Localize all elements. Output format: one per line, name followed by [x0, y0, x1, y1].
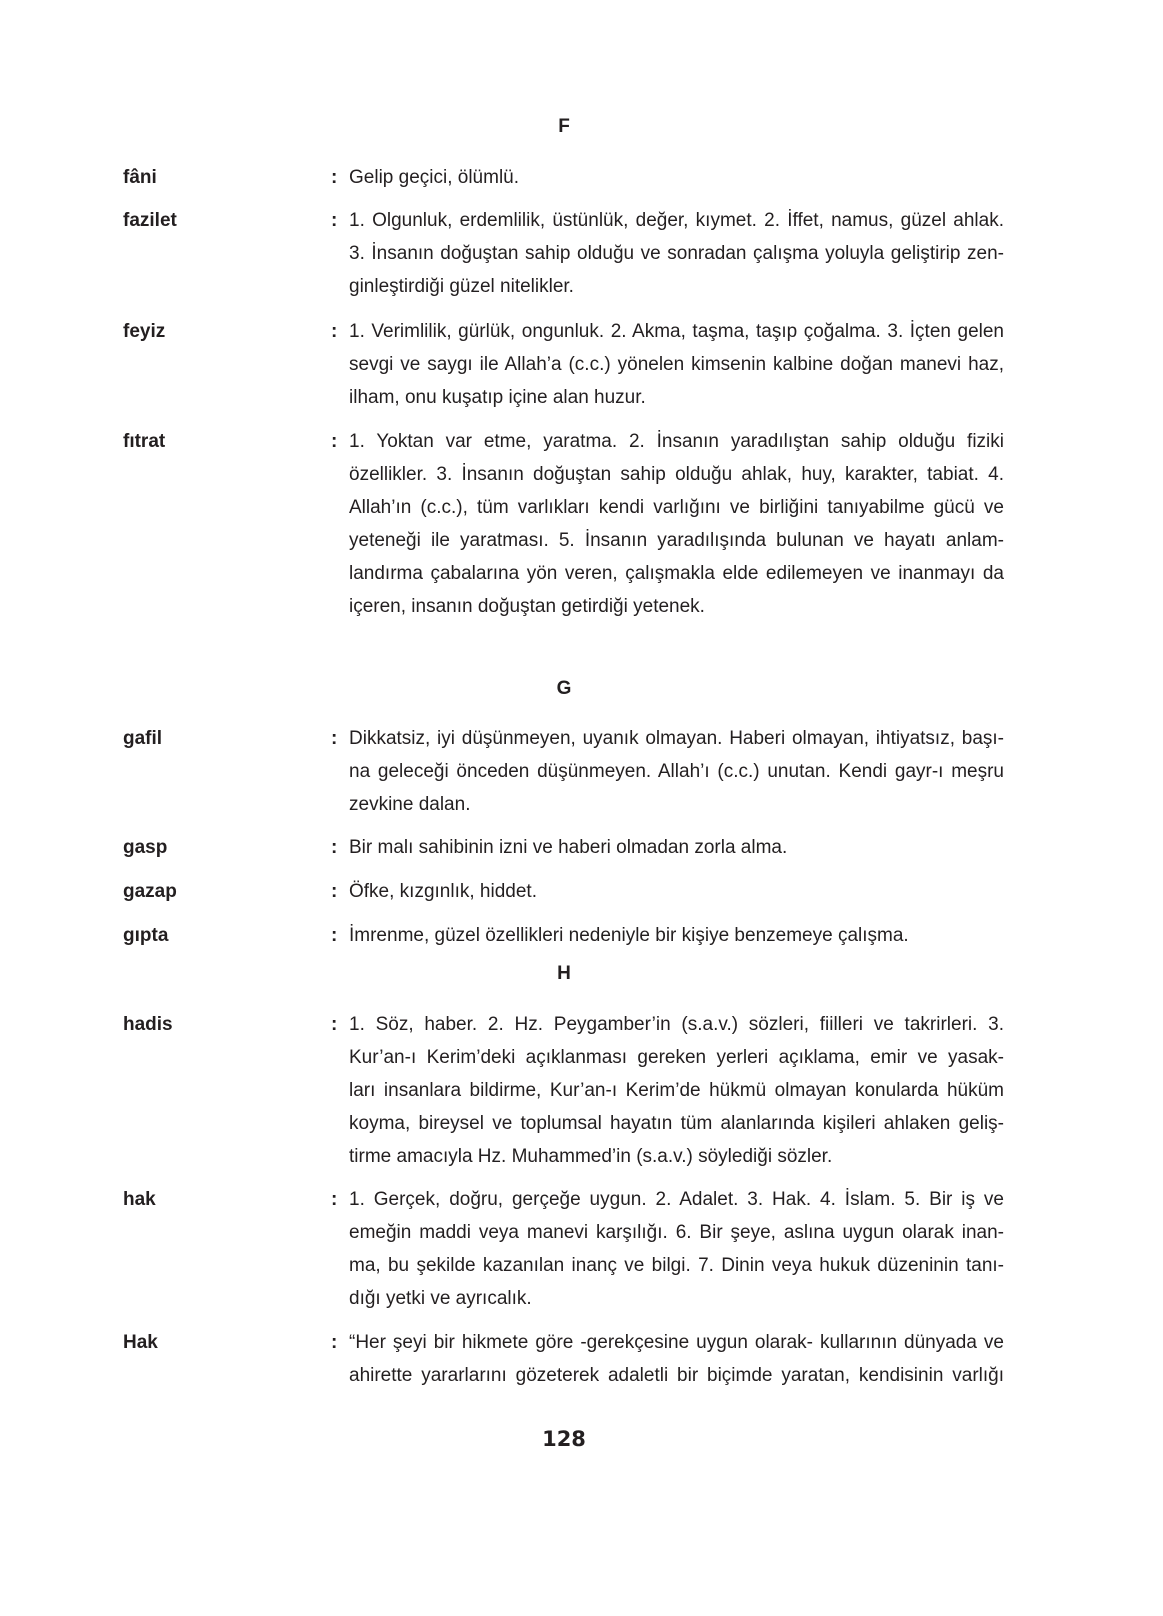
term-separator: :: [331, 321, 338, 342]
glossary-definition: [349, 831, 1004, 864]
definition-line: ları insanlara bildirme, Kur’an-ı Kerim’de hükmü olmayan konularda hüküm: [349, 1080, 1004, 1101]
page-number: 128: [542, 1427, 586, 1451]
glossary-definition: [349, 1326, 1004, 1392]
definition-line: Bir malı sahibinin izni ve haberi olmadan zorla alma.: [349, 837, 788, 858]
term-separator: :: [331, 1014, 338, 1035]
definition-line: ginleştirdiği güzel nitelikler.: [349, 276, 574, 297]
glossary-definition: [349, 919, 1004, 952]
term-separator: :: [331, 837, 338, 858]
definition-line: tirme amacıyla Hz. Muhammed’in (s.a.v.) söylediği sözler.: [349, 1146, 833, 1167]
definition-line: Gelip geçici, ölümlü.: [349, 167, 520, 188]
definition-line: 3. İnsanın doğuştan sahip olduğu ve sonradan çalışma yoluyla geliştirip zen-: [349, 243, 1004, 264]
definition-line: Dikkatsiz, iyi düşünmeyen, uyanık olmayan. Haberi olmayan, ihtiyatsız, başı-: [349, 728, 1004, 749]
glossary-term: hak: [123, 1189, 156, 1210]
glossary-definition: [349, 204, 1004, 303]
term-separator: :: [331, 881, 338, 902]
glossary-term: feyiz: [123, 321, 166, 342]
section-letter-heading: H: [557, 963, 571, 984]
definition-line: Kur’an-ı Kerim’deki açıklanması gereken yerleri açıklama, emir ve yasak-: [349, 1047, 1004, 1068]
definition-line: dığı yetki ve ayrıcalık.: [349, 1288, 532, 1309]
definition-line: 1. Verimlilik, gürlük, ongunluk. 2. Akma, taşma, taşıp çoğalma. 3. İçten gelen: [349, 321, 1004, 342]
definition-line: koyma, bireysel ve toplumsal hayatın tüm alanlarında kişileri ahlaken geliş-: [349, 1113, 1004, 1134]
definition-line: zevkine dalan.: [349, 794, 471, 815]
definition-line: ilham, onu kuşatıp içine alan huzur.: [349, 387, 646, 408]
glossary-term: fazilet: [123, 210, 177, 231]
glossary-term: fâni: [123, 167, 157, 188]
definition-line: İmrenme, güzel özellikleri nedeniyle bir kişiye benzemeye çalışma.: [349, 925, 909, 946]
definition-line: 1. Olgunluk, erdemlilik, üstünlük, değer, kıymet. 2. İffet, namus, güzel ahlak.: [349, 210, 1004, 231]
glossary-term: gazap: [123, 881, 177, 902]
term-separator: :: [331, 210, 338, 231]
definition-line: landırma çabalarına yön veren, çalışmakla elde edilemeyen ve inanmayı da: [349, 563, 1004, 584]
term-separator: :: [331, 925, 338, 946]
definition-line: na geleceği önceden düşünmeyen. Allah’ı (c.c.) unutan. Kendi gayr-ı meşru: [349, 761, 1004, 782]
glossary-term: gıpta: [123, 925, 169, 946]
definition-line: emeğin maddi veya manevi karşılığı. 6. Bir şeye, aslına uygun olarak inan-: [349, 1222, 1004, 1243]
definition-line: yeteneği ile yaratması. 5. İnsanın yaradılışında bulunan ve hayatı anlam-: [349, 530, 1004, 551]
term-separator: :: [331, 167, 338, 188]
term-separator: :: [331, 1332, 338, 1353]
glossary-term: fıtrat: [123, 431, 166, 452]
glossary-definition: [349, 1008, 1004, 1173]
term-separator: :: [331, 1189, 338, 1210]
definition-line: sevgi ve saygı ile Allah’a (c.c.) yönelen kimsenin kalbine doğan manevi haz,: [349, 354, 1004, 375]
definition-line: Öfke, kızgınlık, hiddet.: [349, 881, 537, 902]
definition-line: Allah’ın (c.c.), tüm varlıkları kendi varlığını ve birliğini tanıyabilme gücü ve: [349, 497, 1004, 518]
glossary-definition: [349, 425, 1004, 623]
definition-line: ahirette yararlarını gözeterek adaletli bir biçimde yaratan, kendisinin varlığı: [349, 1365, 1004, 1386]
definition-line: 1. Söz, haber. 2. Hz. Peygamber’in (s.a.v.) sözleri, fiilleri ve takrirleri. 3.: [349, 1014, 1004, 1035]
glossary-definition: [349, 1183, 1004, 1315]
definition-line: içeren, insanın doğuştan getirdiği yetenek.: [349, 596, 705, 617]
glossary-term: gafil: [123, 728, 163, 749]
glossary-definition: [349, 161, 1004, 194]
glossary-definition: [349, 875, 1004, 908]
definition-line: ma, bu şekilde kazanılan inanç ve bilgi. 7. Dinin veya hukuk düzeninin tanı-: [349, 1255, 1004, 1276]
definition-line: 1. Yoktan var etme, yaratma. 2. İnsanın yaradılıştan sahip olduğu fiziki: [349, 431, 1004, 452]
definition-line: özellikler. 3. İnsanın doğuştan sahip olduğu ahlak, huy, karakter, tabiat. 4.: [349, 464, 1004, 485]
glossary-term: Hak: [123, 1332, 158, 1353]
glossary-term: hadis: [123, 1014, 173, 1035]
section-letter-heading: G: [556, 678, 572, 699]
definition-line: “Her şeyi bir hikmete göre -gerekçesine uygun olarak- kullarının dünyada ve: [349, 1332, 1004, 1353]
term-separator: :: [331, 728, 338, 749]
definition-line: 1. Gerçek, doğru, gerçeğe uygun. 2. Adalet. 3. Hak. 4. İslam. 5. Bir iş ve: [349, 1189, 1004, 1210]
glossary-definition: [349, 722, 1004, 821]
glossary-term: gasp: [123, 837, 168, 858]
section-letter-heading: F: [558, 116, 570, 137]
term-separator: :: [331, 431, 338, 452]
glossary-definition: [349, 315, 1004, 414]
